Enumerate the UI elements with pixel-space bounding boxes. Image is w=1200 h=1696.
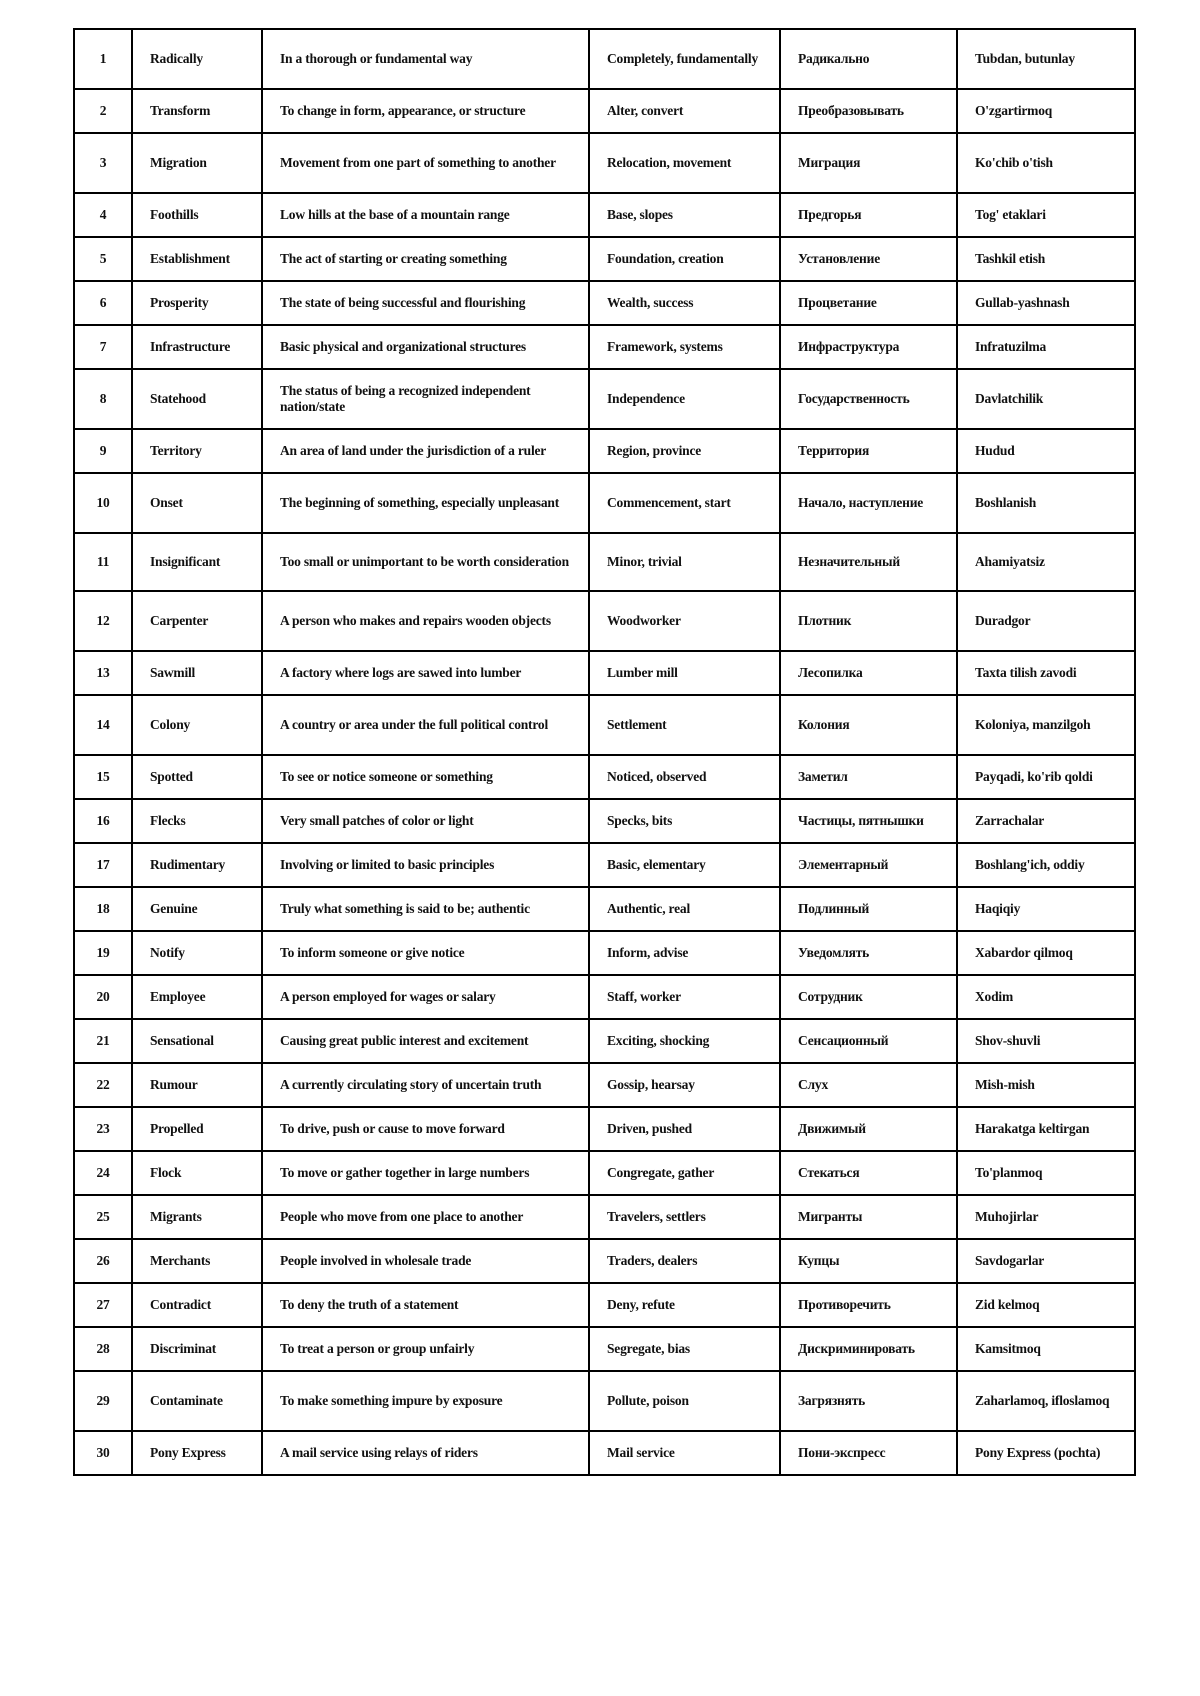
word-cell: Establishment xyxy=(132,237,262,281)
row-number: 4 xyxy=(74,193,132,237)
table-row xyxy=(74,89,1135,133)
definition-cell: To treat a person or group unfairly xyxy=(262,1327,589,1371)
row-number: 26 xyxy=(74,1239,132,1283)
table-row xyxy=(74,473,1135,533)
row-number: 19 xyxy=(74,931,132,975)
russian-translation-cell: Стекаться xyxy=(780,1151,957,1195)
definition-cell: An area of land under the jurisdiction of a ruler xyxy=(262,429,589,473)
table-row xyxy=(74,1327,1135,1371)
definition-cell: To see or notice someone or something xyxy=(262,755,589,799)
row-number: 15 xyxy=(74,755,132,799)
russian-translation-cell: Колония xyxy=(780,695,957,755)
definition-cell: To drive, push or cause to move forward xyxy=(262,1107,589,1151)
uzbek-translation-cell: Taxta tilish zavodi xyxy=(957,651,1135,695)
row-number: 5 xyxy=(74,237,132,281)
synonyms-cell: Alter, convert xyxy=(589,89,780,133)
row-number: 1 xyxy=(74,29,132,89)
definition-cell: To inform someone or give notice xyxy=(262,931,589,975)
table-row xyxy=(74,1431,1135,1475)
synonyms-cell: Completely, fundamentally xyxy=(589,29,780,89)
word-cell: Pony Express xyxy=(132,1431,262,1475)
russian-translation-cell: Сенсационный xyxy=(780,1019,957,1063)
uzbek-translation-cell: Tashkil etish xyxy=(957,237,1135,281)
synonyms-cell: Commencement, start xyxy=(589,473,780,533)
row-number: 18 xyxy=(74,887,132,931)
definition-cell: The state of being successful and flourishing xyxy=(262,281,589,325)
table-row xyxy=(74,1151,1135,1195)
row-number: 12 xyxy=(74,591,132,651)
synonyms-cell: Mail service xyxy=(589,1431,780,1475)
russian-translation-cell: Радикально xyxy=(780,29,957,89)
synonyms-cell: Exciting, shocking xyxy=(589,1019,780,1063)
table-row xyxy=(74,591,1135,651)
word-cell: Propelled xyxy=(132,1107,262,1151)
row-number: 25 xyxy=(74,1195,132,1239)
table-row xyxy=(74,1283,1135,1327)
table-row xyxy=(74,887,1135,931)
uzbek-translation-cell: Savdogarlar xyxy=(957,1239,1135,1283)
uzbek-translation-cell: Xodim xyxy=(957,975,1135,1019)
row-number: 11 xyxy=(74,533,132,591)
russian-translation-cell: Элементарный xyxy=(780,843,957,887)
synonyms-cell: Deny, refute xyxy=(589,1283,780,1327)
russian-translation-cell: Государственность xyxy=(780,369,957,429)
synonyms-cell: Base, slopes xyxy=(589,193,780,237)
word-cell: Statehood xyxy=(132,369,262,429)
word-cell: Rudimentary xyxy=(132,843,262,887)
russian-translation-cell: Сотрудник xyxy=(780,975,957,1019)
table-row xyxy=(74,429,1135,473)
definition-cell: A person who makes and repairs wooden objects xyxy=(262,591,589,651)
word-cell: Flecks xyxy=(132,799,262,843)
synonyms-cell: Settlement xyxy=(589,695,780,755)
uzbek-translation-cell: Zarrachalar xyxy=(957,799,1135,843)
table-row xyxy=(74,369,1135,429)
uzbek-translation-cell: Zaharlamoq, ifloslamoq xyxy=(957,1371,1135,1431)
uzbek-translation-cell: Gullab-yashnash xyxy=(957,281,1135,325)
table-row xyxy=(74,133,1135,193)
russian-translation-cell: Инфраструктура xyxy=(780,325,957,369)
vocabulary-table-body xyxy=(74,29,1135,1475)
row-number: 14 xyxy=(74,695,132,755)
uzbek-translation-cell: To'planmoq xyxy=(957,1151,1135,1195)
uzbek-translation-cell: Muhojirlar xyxy=(957,1195,1135,1239)
table-row xyxy=(74,1239,1135,1283)
synonyms-cell: Noticed, observed xyxy=(589,755,780,799)
row-number: 28 xyxy=(74,1327,132,1371)
russian-translation-cell: Преобразовывать xyxy=(780,89,957,133)
definition-cell: To deny the truth of a statement xyxy=(262,1283,589,1327)
synonyms-cell: Specks, bits xyxy=(589,799,780,843)
word-cell: Flock xyxy=(132,1151,262,1195)
word-cell: Foothills xyxy=(132,193,262,237)
synonyms-cell: Travelers, settlers xyxy=(589,1195,780,1239)
definition-cell: The status of being a recognized independent nation/state xyxy=(262,369,589,429)
word-cell: Sensational xyxy=(132,1019,262,1063)
synonyms-cell: Driven, pushed xyxy=(589,1107,780,1151)
word-cell: Contradict xyxy=(132,1283,262,1327)
word-cell: Rumour xyxy=(132,1063,262,1107)
russian-translation-cell: Лесопилка xyxy=(780,651,957,695)
russian-translation-cell: Мигранты xyxy=(780,1195,957,1239)
word-cell: Notify xyxy=(132,931,262,975)
word-cell: Onset xyxy=(132,473,262,533)
definition-cell: Too small or unimportant to be worth consideration xyxy=(262,533,589,591)
vocabulary-table xyxy=(73,28,1136,1476)
definition-cell: Involving or limited to basic principles xyxy=(262,843,589,887)
uzbek-translation-cell: Mish-mish xyxy=(957,1063,1135,1107)
russian-translation-cell: Противоречить xyxy=(780,1283,957,1327)
word-cell: Discriminat xyxy=(132,1327,262,1371)
uzbek-translation-cell: Kamsitmoq xyxy=(957,1327,1135,1371)
uzbek-translation-cell: Davlatchilik xyxy=(957,369,1135,429)
table-row xyxy=(74,651,1135,695)
synonyms-cell: Minor, trivial xyxy=(589,533,780,591)
russian-translation-cell: Территория xyxy=(780,429,957,473)
table-row xyxy=(74,1195,1135,1239)
uzbek-translation-cell: Harakatga keltirgan xyxy=(957,1107,1135,1151)
definition-cell: People involved in wholesale trade xyxy=(262,1239,589,1283)
uzbek-translation-cell: Ahamiyatsiz xyxy=(957,533,1135,591)
definition-cell: A mail service using relays of riders xyxy=(262,1431,589,1475)
row-number: 17 xyxy=(74,843,132,887)
row-number: 10 xyxy=(74,473,132,533)
word-cell: Genuine xyxy=(132,887,262,931)
word-cell: Merchants xyxy=(132,1239,262,1283)
uzbek-translation-cell: Koloniya, manzilgoh xyxy=(957,695,1135,755)
russian-translation-cell: Загрязнять xyxy=(780,1371,957,1431)
table-row xyxy=(74,1063,1135,1107)
word-cell: Transform xyxy=(132,89,262,133)
uzbek-translation-cell: Payqadi, ko'rib qoldi xyxy=(957,755,1135,799)
row-number: 6 xyxy=(74,281,132,325)
table-row xyxy=(74,843,1135,887)
row-number: 24 xyxy=(74,1151,132,1195)
synonyms-cell: Segregate, bias xyxy=(589,1327,780,1371)
synonyms-cell: Relocation, movement xyxy=(589,133,780,193)
synonyms-cell: Authentic, real xyxy=(589,887,780,931)
word-cell: Migrants xyxy=(132,1195,262,1239)
uzbek-translation-cell: Pony Express (pochta) xyxy=(957,1431,1135,1475)
russian-translation-cell: Начало, наступление xyxy=(780,473,957,533)
russian-translation-cell: Слух xyxy=(780,1063,957,1107)
definition-cell: In a thorough or fundamental way xyxy=(262,29,589,89)
uzbek-translation-cell: O'zgartirmoq xyxy=(957,89,1135,133)
row-number: 21 xyxy=(74,1019,132,1063)
russian-translation-cell: Движимый xyxy=(780,1107,957,1151)
row-number: 27 xyxy=(74,1283,132,1327)
table-row xyxy=(74,237,1135,281)
synonyms-cell: Basic, elementary xyxy=(589,843,780,887)
uzbek-translation-cell: Boshlanish xyxy=(957,473,1135,533)
synonyms-cell: Framework, systems xyxy=(589,325,780,369)
synonyms-cell: Wealth, success xyxy=(589,281,780,325)
definition-cell: To make something impure by exposure xyxy=(262,1371,589,1431)
table-row xyxy=(74,975,1135,1019)
table-row xyxy=(74,325,1135,369)
word-cell: Sawmill xyxy=(132,651,262,695)
russian-translation-cell: Незначительный xyxy=(780,533,957,591)
uzbek-translation-cell: Ko'chib o'tish xyxy=(957,133,1135,193)
uzbek-translation-cell: Zid kelmoq xyxy=(957,1283,1135,1327)
definition-cell: People who move from one place to another xyxy=(262,1195,589,1239)
table-row xyxy=(74,29,1135,89)
table-row xyxy=(74,695,1135,755)
word-cell: Colony xyxy=(132,695,262,755)
synonyms-cell: Gossip, hearsay xyxy=(589,1063,780,1107)
definition-cell: Basic physical and organizational structures xyxy=(262,325,589,369)
row-number: 16 xyxy=(74,799,132,843)
definition-cell: A person employed for wages or salary xyxy=(262,975,589,1019)
uzbek-translation-cell: Duradgor xyxy=(957,591,1135,651)
russian-translation-cell: Уведомлять xyxy=(780,931,957,975)
definition-cell: The beginning of something, especially unpleasant xyxy=(262,473,589,533)
russian-translation-cell: Дискриминировать xyxy=(780,1327,957,1371)
row-number: 30 xyxy=(74,1431,132,1475)
definition-cell: Low hills at the base of a mountain range xyxy=(262,193,589,237)
row-number: 3 xyxy=(74,133,132,193)
russian-translation-cell: Частицы, пятнышки xyxy=(780,799,957,843)
definition-cell: Very small patches of color or light xyxy=(262,799,589,843)
row-number: 9 xyxy=(74,429,132,473)
row-number: 29 xyxy=(74,1371,132,1431)
russian-translation-cell: Установление xyxy=(780,237,957,281)
definition-cell: The act of starting or creating something xyxy=(262,237,589,281)
uzbek-translation-cell: Infratuzilma xyxy=(957,325,1135,369)
word-cell: Employee xyxy=(132,975,262,1019)
synonyms-cell: Inform, advise xyxy=(589,931,780,975)
word-cell: Infrastructure xyxy=(132,325,262,369)
row-number: 7 xyxy=(74,325,132,369)
russian-translation-cell: Процветание xyxy=(780,281,957,325)
word-cell: Prosperity xyxy=(132,281,262,325)
definition-cell: Truly what something is said to be; authentic xyxy=(262,887,589,931)
uzbek-translation-cell: Xabardor qilmoq xyxy=(957,931,1135,975)
uzbek-translation-cell: Shov-shuvli xyxy=(957,1019,1135,1063)
row-number: 8 xyxy=(74,369,132,429)
table-row xyxy=(74,533,1135,591)
row-number: 20 xyxy=(74,975,132,1019)
synonyms-cell: Congregate, gather xyxy=(589,1151,780,1195)
word-cell: Carpenter xyxy=(132,591,262,651)
uzbek-translation-cell: Haqiqiy xyxy=(957,887,1135,931)
synonyms-cell: Region, province xyxy=(589,429,780,473)
table-row xyxy=(74,193,1135,237)
definition-cell: Causing great public interest and excitement xyxy=(262,1019,589,1063)
synonyms-cell: Staff, worker xyxy=(589,975,780,1019)
row-number: 2 xyxy=(74,89,132,133)
russian-translation-cell: Предгорья xyxy=(780,193,957,237)
row-number: 13 xyxy=(74,651,132,695)
synonyms-cell: Traders, dealers xyxy=(589,1239,780,1283)
table-row xyxy=(74,1019,1135,1063)
table-row xyxy=(74,799,1135,843)
russian-translation-cell: Миграция xyxy=(780,133,957,193)
russian-translation-cell: Подлинный xyxy=(780,887,957,931)
word-cell: Migration xyxy=(132,133,262,193)
row-number: 22 xyxy=(74,1063,132,1107)
russian-translation-cell: Плотник xyxy=(780,591,957,651)
table-row xyxy=(74,281,1135,325)
synonyms-cell: Pollute, poison xyxy=(589,1371,780,1431)
definition-cell: A country or area under the full political control xyxy=(262,695,589,755)
synonyms-cell: Independence xyxy=(589,369,780,429)
word-cell: Spotted xyxy=(132,755,262,799)
table-row xyxy=(74,1371,1135,1431)
definition-cell: To move or gather together in large numbers xyxy=(262,1151,589,1195)
word-cell: Territory xyxy=(132,429,262,473)
russian-translation-cell: Заметил xyxy=(780,755,957,799)
uzbek-translation-cell: Hudud xyxy=(957,429,1135,473)
uzbek-translation-cell: Boshlang'ich, oddiy xyxy=(957,843,1135,887)
russian-translation-cell: Купцы xyxy=(780,1239,957,1283)
definition-cell: To change in form, appearance, or structure xyxy=(262,89,589,133)
word-cell: Contaminate xyxy=(132,1371,262,1431)
russian-translation-cell: Пони-экспресс xyxy=(780,1431,957,1475)
definition-cell: Movement from one part of something to another xyxy=(262,133,589,193)
definition-cell: A factory where logs are sawed into lumber xyxy=(262,651,589,695)
uzbek-translation-cell: Tubdan, butunlay xyxy=(957,29,1135,89)
definition-cell: A currently circulating story of uncertain truth xyxy=(262,1063,589,1107)
synonyms-cell: Woodworker xyxy=(589,591,780,651)
synonyms-cell: Lumber mill xyxy=(589,651,780,695)
word-cell: Radically xyxy=(132,29,262,89)
uzbek-translation-cell: Tog' etaklari xyxy=(957,193,1135,237)
word-cell: Insignificant xyxy=(132,533,262,591)
table-row xyxy=(74,1107,1135,1151)
table-row xyxy=(74,931,1135,975)
row-number: 23 xyxy=(74,1107,132,1151)
table-row xyxy=(74,755,1135,799)
synonyms-cell: Foundation, creation xyxy=(589,237,780,281)
